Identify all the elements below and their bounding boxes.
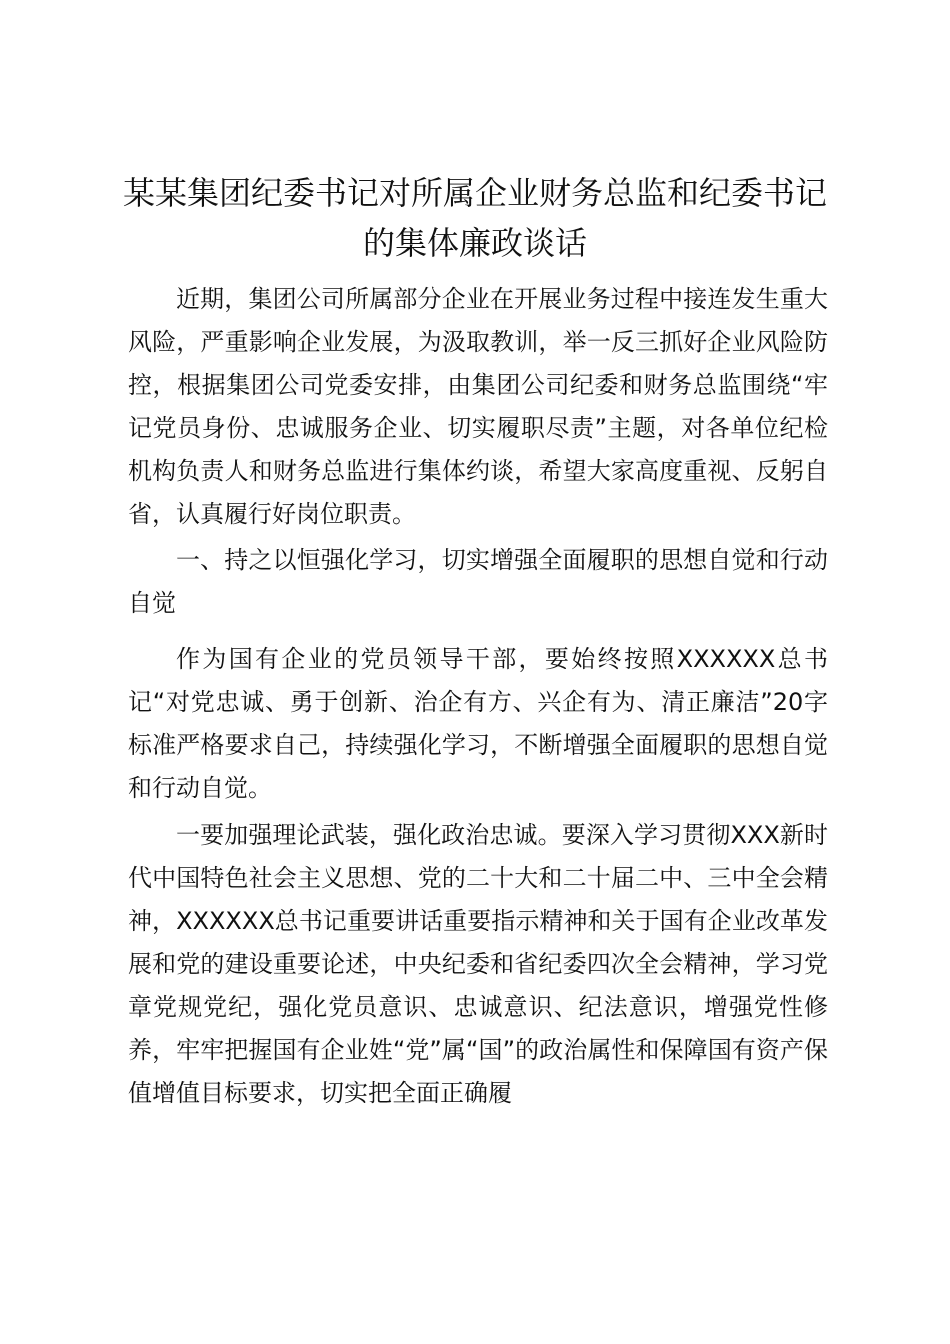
paragraph-section-1-intro: 作为国有企业的党员领导干部，要始终按照XXXXXX总书记“对党忠诚、勇于创新、治企有方、兴企有为、清正廉洁”20字标准严格要求自己，持续强化学习，不断增强全面履职的思想自觉和行动自觉。	[128, 645, 828, 802]
document-title: 某某集团纪委书记对所属企业财务总监和纪委书记的集体廉政谈话	[122, 174, 827, 262]
paragraph-intro: 近期，集团公司所属部分企业在开展业务过程中接连发生重大风险，严重影响企业发展，为汲取教训，举一反三抓好企业风险防控，根据集团公司党委安排，由集团公司纪委和财务总监围绕“牢记党员身份、忠诚服务企业、切实履职尽责”主题，对各单位纪检机构负责人和财务总监进行集体约谈，希望大家高度重视、反躬自省，认真履行好岗位职责。	[128, 285, 828, 528]
paragraph-theory-study: 一要加强理论武装，强化政治忠诚。要深入学习贯彻XXX新时代中国特色社会主义思想、党的二十大和二十届二中、三中全会精神，XXXXXX总书记重要讲话重要指示精神和关于国有企业改革发展和党的建设重要论述，中央纪委和省纪委四次全会精神，学习党章党规党纪，强化党员意识、忠诚意识、纪法意识，增强党性修养，牢牢把握国有企业姓“党”属“国”的政治属性和保障国有资产保值增值目标要求，切实把全面正确履	[128, 821, 828, 1107]
section-heading-1: 一、持之以恒强化学习，切实增强全面履职的思想自觉和行动自觉	[128, 546, 828, 617]
